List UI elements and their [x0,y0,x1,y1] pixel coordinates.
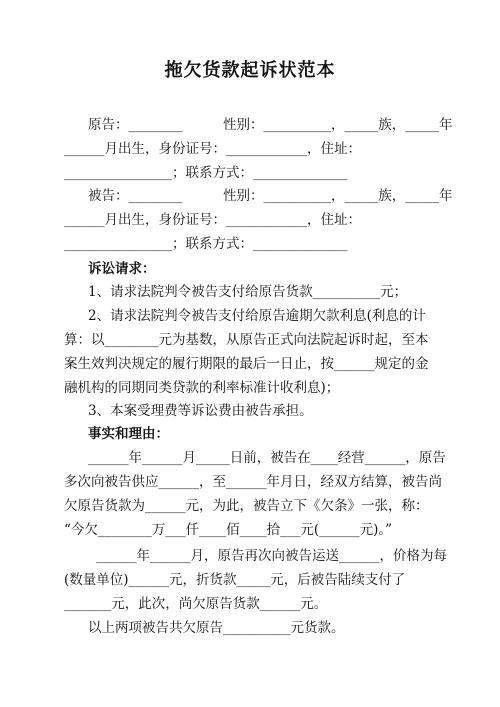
facts-line-7: _______元，此次，尚欠原告货款______元。 [64,596,328,612]
defendant-line-3: ________________；联系方式：______________ [64,236,348,252]
claim-1: 1、请求法院判令被告支付给原告货款__________元； [88,284,408,300]
claim-3: 3、本案受理费等诉讼费由被告承担。 [88,403,313,419]
facts-heading: 事实和理由： [88,426,169,442]
facts-line-2: 多次向被告供应______，至______年月日，经双方结算，被告尚 [64,474,442,490]
claims-heading: 诉讼请求： [88,261,156,277]
defendant-line-1: 被告：________ 性别：__________，_____族，_____年 [88,188,453,204]
claim-2-cont-1: 算：以________元为基数，从原告正式向法院起诉时起，至本 [64,332,429,348]
facts-line-5: ______年______月，原告再次向被告运送______，价格为每 [96,548,447,564]
plaintiff-line-1: 原告：________ 性别：__________，_____族，_____年 [88,117,453,133]
claim-2-cont-2: 案生效判决规定的履行期限的最后一日止，按______规定的金 [64,356,429,372]
facts-line-3: 欠原告货款为______元，为此，被告立下《欠条》一张，称： [64,498,429,514]
plaintiff-line-2: ______月出生，身份证号：____________，住址： [64,141,361,157]
defendant-line-2: ______月出生，身份证号：____________，住址： [64,212,361,228]
claim-2-cont-3: 融机构的同期同类贷款的利率标准计收利息)； [64,380,340,396]
facts-line-8: 以上两项被告共欠原告__________元货款。 [88,620,345,636]
facts-line-4: “今欠________万___仟____佰____拾___元(______元)。” [64,522,393,538]
facts-line-1: ______年______月_____日前，被告在____经营______，原告 [88,450,446,466]
document-title: 拖欠货款起诉状范本 [164,60,336,81]
claim-2: 2、请求法院判令被告支付给原告逾期欠款利息(利息的计 [88,308,426,324]
plaintiff-line-3: ________________；联系方式：______________ [64,165,348,181]
facts-line-6: (数量单位)______元，折货款_____元，后被告陆续支付了 [64,572,406,588]
